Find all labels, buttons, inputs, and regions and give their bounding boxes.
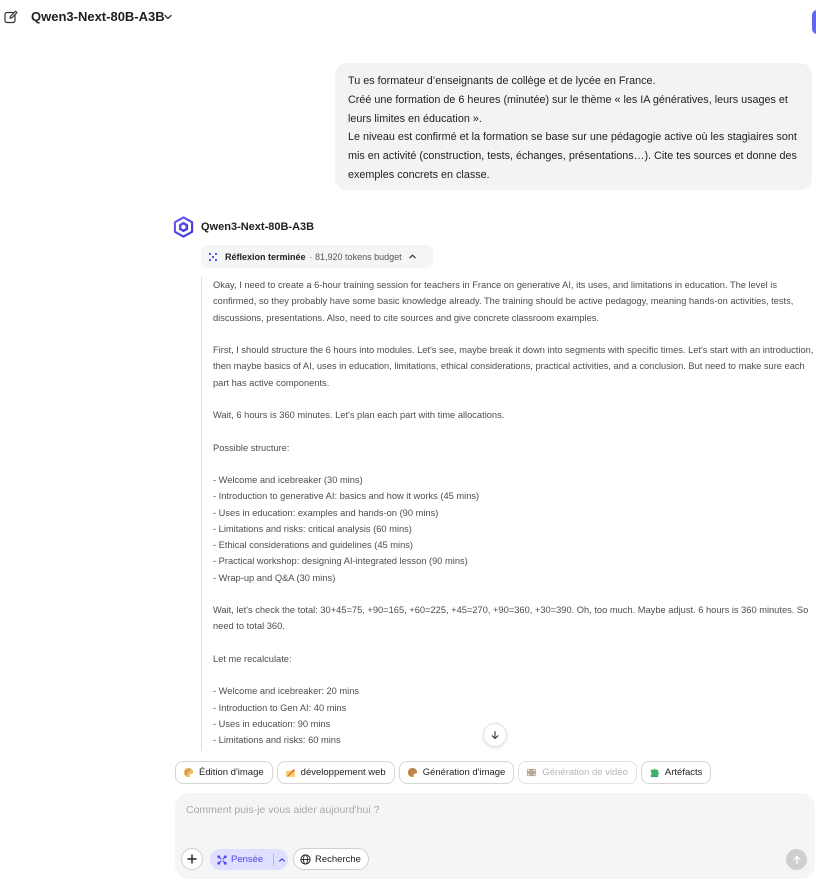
thinking-line: - Welcome and icebreaker: 20 mins [213,686,360,697]
thinking-line: - Practical workshop: designing AI-integrated lesson (90 mins) [213,556,468,567]
paragraph-gap [213,586,816,602]
divider [273,853,274,866]
plus-icon [187,854,197,864]
thinking-line: - Welcome and icebreaker (30 mins) [213,475,363,485]
paragraph-gap [213,391,816,407]
thinking-icon [217,855,227,865]
chevron-up-icon[interactable] [408,252,417,261]
thinking-line: - Ethical considerations and guidelines (45 mins) [213,540,413,550]
arrow-up-icon [792,855,802,865]
palette-icon [183,767,194,778]
paragraph-gap [213,456,816,472]
paragraph-gap [213,635,816,651]
thinking-line: First, I should structure the 6 hours into modules. Let's see, maybe break it down into segments with specific times. Let's start with an introduction, then maybe basics of AI, uses in education, limitations, ethical considerations, practical activities, and a conclusion. But need to make sure each part has active components. [213,345,814,388]
pencil-icon [285,767,296,778]
thinking-budget: · 81,920 tokens budget [309,251,402,262]
new-chat-icon[interactable] [4,10,18,24]
user-message-paragraph: Le niveau est confirmé et la formation se base sur une pédagogie active où les stagiaires sont mis en activité (construction, tests, échanges, présentations…). Cite tes sources et donne des exemples concrets en classe. [348,131,797,181]
chip-label: Génération de vidéo [542,767,628,778]
globe-icon [300,854,311,865]
scroll-to-bottom-button[interactable] [483,723,507,747]
film-icon [526,767,537,778]
chip-label: développement web [300,767,386,778]
chip-image-generation[interactable] [399,761,515,784]
user-message-paragraph: Créé une formation de 6 heures (minutée) sur le thème « les IA génératives, leurs usages et leurs limites en éducation ». [348,93,788,125]
thinking-mode-toggle[interactable] [210,849,288,870]
chip-label: Édition d'image [199,767,264,778]
thinking-line: Wait, 6 hours is 360 minutes. Let's plan each part with time allocations. [213,410,505,420]
thinking-line: Wait, let's check the total: 30+45=75, +90=165, +60=225, +45=270, +90=360, +30=390. Oh, too much. Maybe adjust. 6 hours is 360 minutes. So need to total 360. [213,605,809,632]
search-toggle[interactable] [293,848,369,870]
thinking-toggle-pill[interactable] [201,245,433,268]
puzzle-icon [649,767,660,778]
thinking-icon [208,252,218,262]
chip-video-generation [518,761,637,784]
arrow-down-icon [490,730,500,740]
message-input[interactable] [186,804,746,816]
search-label: Recherche [315,853,361,865]
thinking-line: Okay, I need to create a 6-hour training session for teachers in France on generative AI, its uses, and limitations in education. The level is confirmed, so they probably have some basic knowledge already. The training should be active pedagogy, meaning hands-on activities, tests, discussions, presentations. Also, need to cite sources and give concrete classroom examples. [213,280,794,323]
top-bar [0,0,816,34]
thinking-line: - Introduction to generative AI: basics and how it works (45 mins) [213,491,480,502]
thinking-line: - Limitations and risks: critical analysis (60 mins) [213,523,412,534]
thinking-line: - Limitations and risks: 60 mins [213,735,341,745]
thinking-line: - Uses in education: examples and hands-on (90 mins) [213,507,439,518]
chevron-down-icon[interactable] [163,12,173,22]
chip-label: Artéfacts [664,767,703,778]
palette-icon [407,767,418,778]
thinking-line: - Wrap-up and Q&A (30 mins) [213,572,336,583]
thinking-mode-label: Pensée [231,854,264,865]
thinking-content [201,277,816,751]
thinking-line: - Introduction to Gen AI: 40 mins [213,702,347,713]
message-composer [175,793,815,879]
chevron-up-icon[interactable] [278,856,286,864]
chip-image-editing[interactable] [175,761,273,784]
send-button[interactable] [786,849,807,870]
chip-web-development[interactable] [277,761,395,784]
thinking-line: - Uses in education: 90 mins [213,718,331,729]
user-message-paragraph: Tu es formateur d’enseignants de collège et de lycée en France. [348,75,656,87]
assistant-name: Qwen3-Next-80B-A3B [201,221,315,233]
paragraph-gap [213,423,816,439]
thinking-status: Réflexion terminée [225,251,306,262]
paragraph-gap [213,667,816,683]
model-selector[interactable]: Qwen3-Next-80B-A3B [31,9,165,24]
thinking-line: Possible structure: [213,442,290,453]
thinking-line: Let me recalculate: [213,653,292,664]
qwen-logo-icon [173,216,194,238]
attach-button[interactable] [181,848,203,870]
tool-chips [175,761,711,784]
paragraph-gap [213,326,816,342]
new-chat-corner-button[interactable] [812,10,816,34]
user-message [335,63,812,190]
chip-artifacts[interactable] [641,761,712,784]
chip-label: Génération d'image [422,767,506,778]
